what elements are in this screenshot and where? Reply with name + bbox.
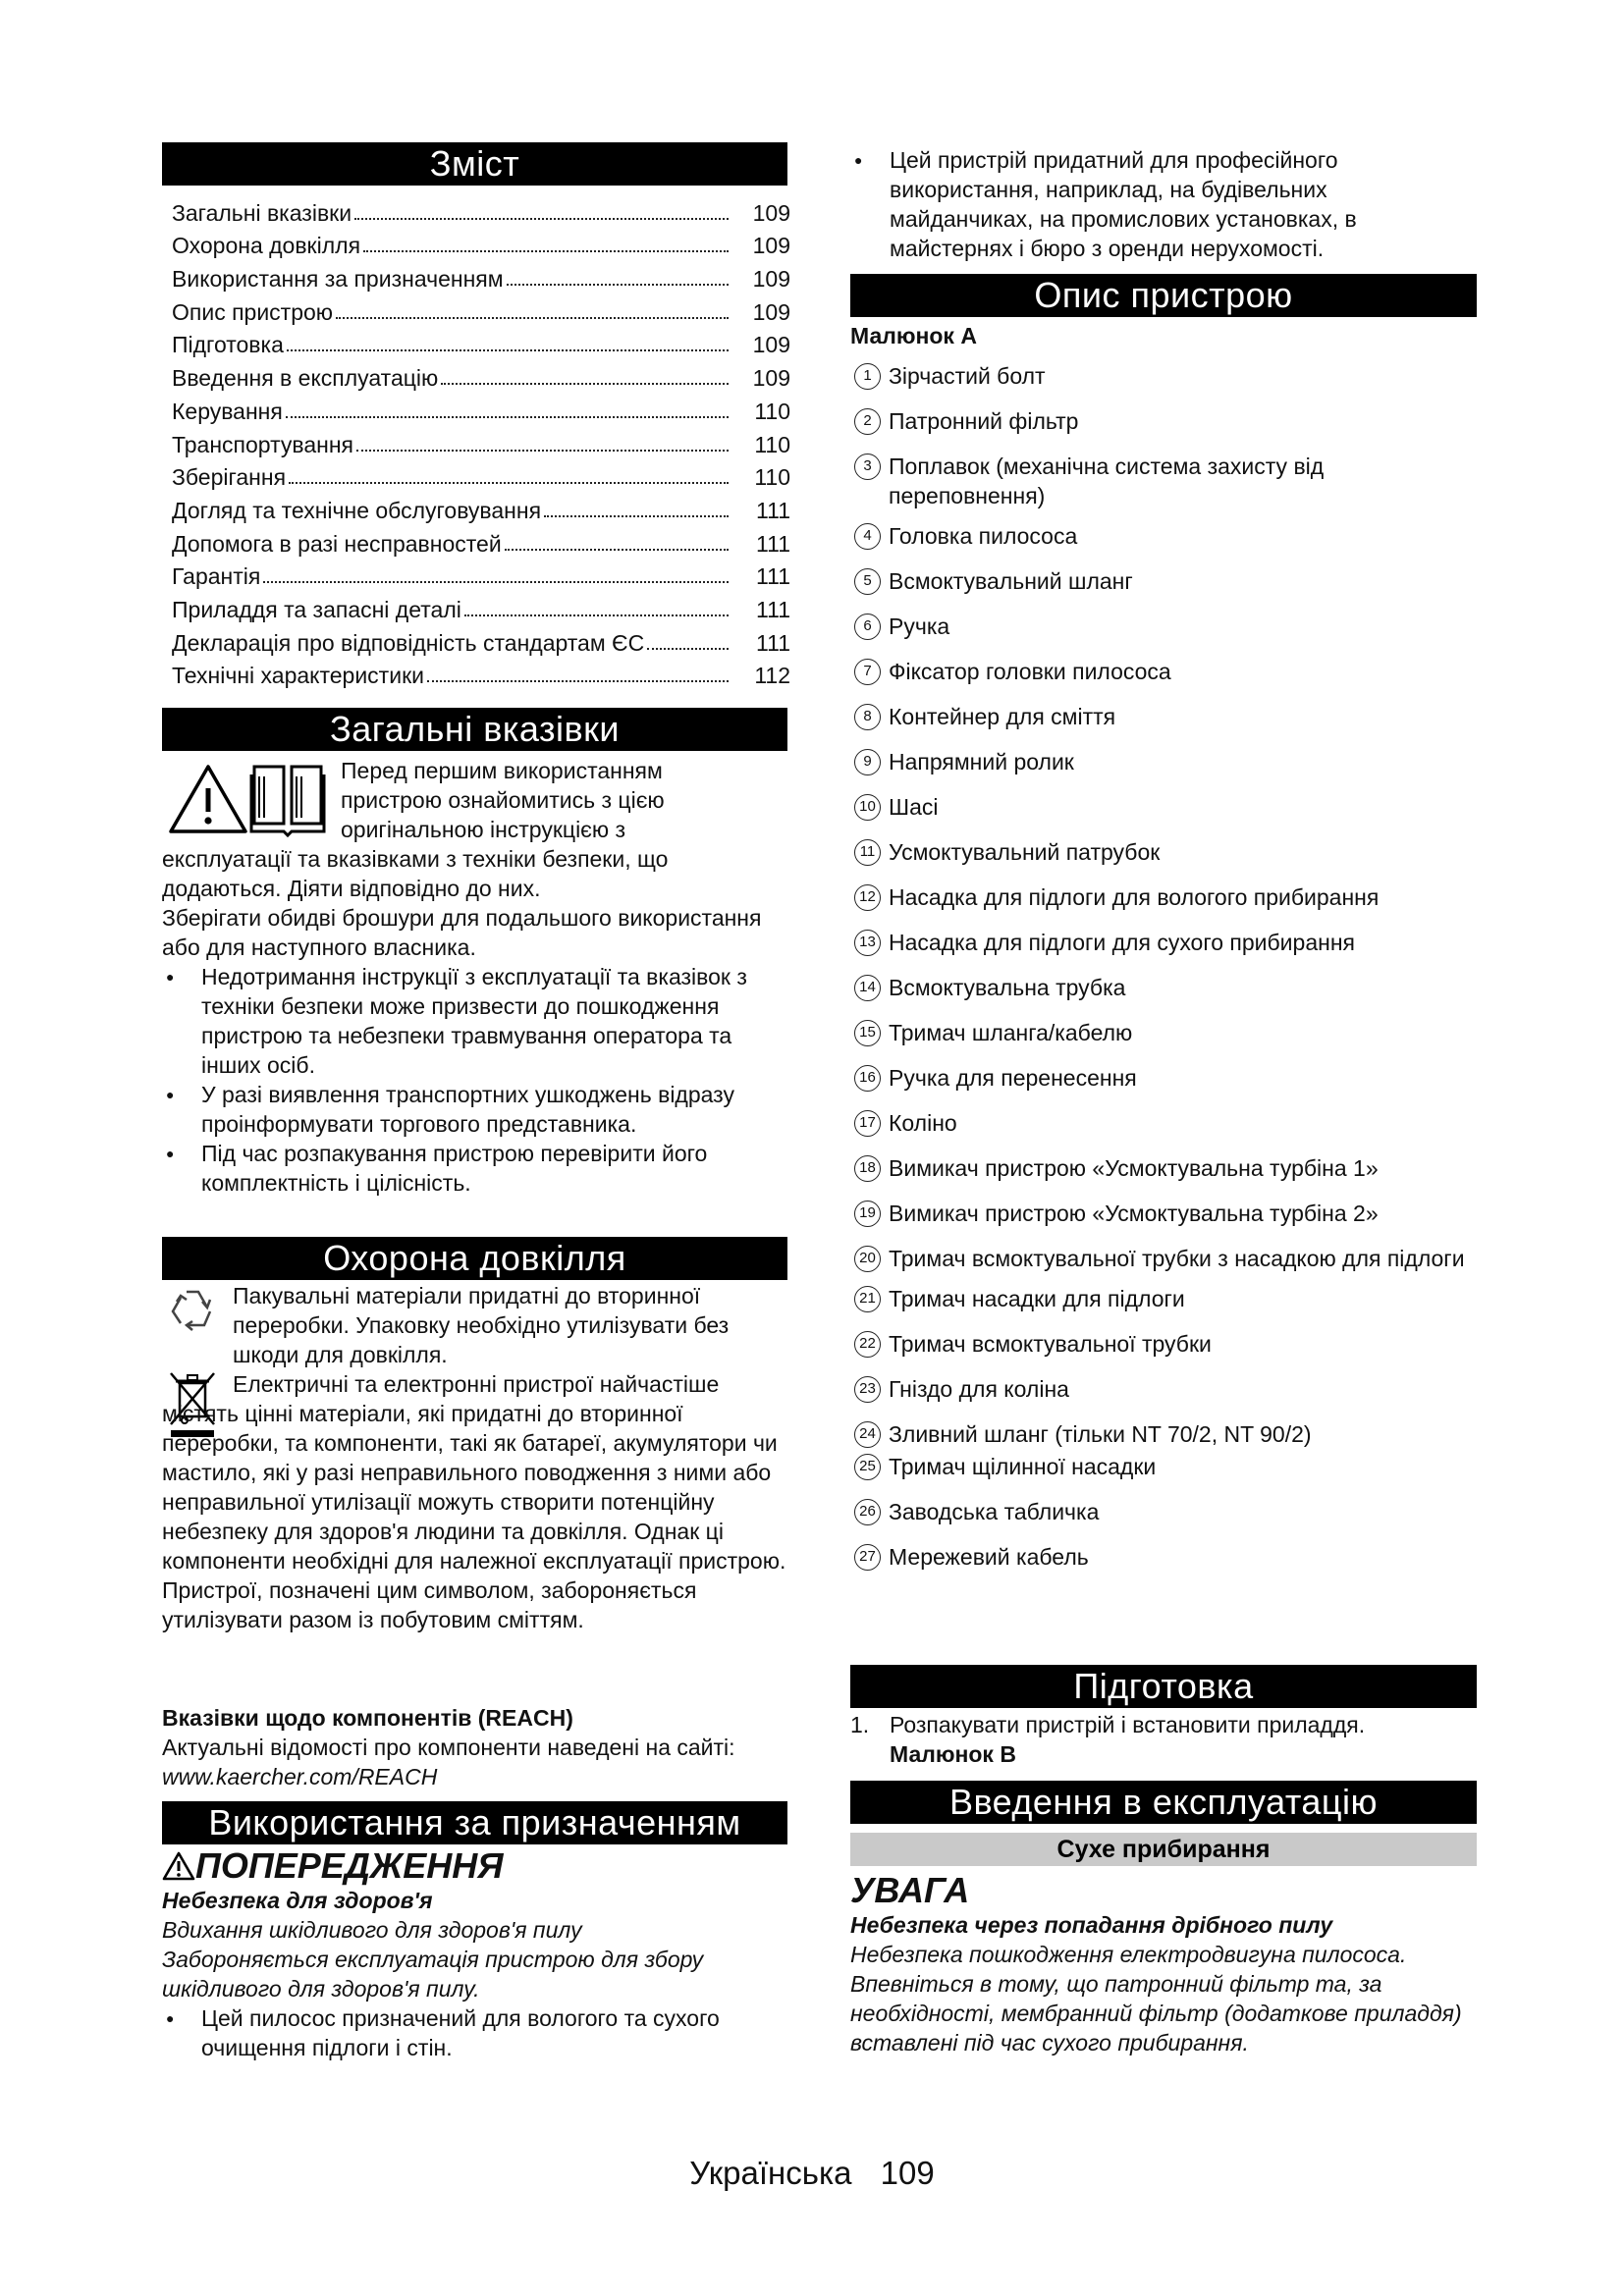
- warning-line: Вдихання шкідливого для здоров'я пилу: [162, 1917, 582, 1943]
- warning-title: ПОПЕРЕДЖЕННЯ: [195, 1845, 504, 1886]
- notice-title: УВАГА: [850, 1870, 970, 1910]
- intended-use-warning: [162, 1846, 787, 2062]
- professional-use-bullet: [850, 145, 1477, 263]
- part-item: [850, 1244, 1479, 1273]
- part-item: [850, 1018, 1479, 1047]
- toc-entry-title: Підготовка: [172, 332, 284, 358]
- part-label: Контейнер для сміття: [889, 704, 1116, 729]
- toc-leader-dots: [354, 218, 729, 220]
- general-bullet: ● Під час розпакування пристрою перевірити його комплектність і цілісність.: [162, 1139, 787, 1198]
- toc-entry-page: 111: [756, 596, 790, 622]
- part-number-badge: 6: [854, 614, 881, 640]
- part-number-badge: 19: [854, 1201, 881, 1227]
- reach-link[interactable]: www.kaercher.com/REACH: [162, 1764, 438, 1789]
- toc-entry[interactable]: [172, 590, 790, 623]
- toc-entry[interactable]: [172, 227, 790, 260]
- part-number-badge: 2: [854, 408, 881, 435]
- part-label: Тримач насадки для підлоги: [889, 1286, 1185, 1311]
- part-label: Зливний шланг (тільки NT 70/2, NT 90/2): [889, 1421, 1312, 1447]
- dry-cleaning-subtitle: Сухе прибирання: [850, 1833, 1477, 1866]
- reach-text: Актуальні відомості про компоненти наведені на сайті:: [162, 1735, 735, 1760]
- general-intro-lines: [341, 756, 787, 844]
- notice-subtitle: Небезпека через попадання дрібного пилу: [850, 1912, 1333, 1938]
- part-number-badge: 27: [854, 1544, 881, 1571]
- part-label: Всмоктувальна трубка: [889, 975, 1126, 1000]
- toc-entry[interactable]: [172, 358, 790, 392]
- part-label: Тримач всмоктувальної трубки з насадкою для підлоги: [889, 1246, 1465, 1271]
- warning-icon: [162, 1851, 195, 1881]
- warning-line: Забороняється експлуатація пристрою для збору шкідливого для здоров'я пилу.: [162, 1947, 704, 2002]
- toc-entry-title: Приладдя та запасні деталі: [172, 596, 461, 622]
- toc-entry-page: 109: [752, 332, 790, 358]
- general-keep-text: Зберігати обидві брошури для подальшого використання або для наступного власника.: [162, 905, 762, 960]
- toc-entry-title: Опис пристрою: [172, 298, 334, 325]
- part-label: Фіксатор головки пилососа: [889, 659, 1171, 684]
- step-text: Розпакувати пристрій і встановити приладдя.: [890, 1712, 1366, 1737]
- toc-entry-page: 109: [752, 365, 790, 392]
- part-label: Ручка: [889, 614, 950, 639]
- part-label: Заводська табличка: [889, 1499, 1100, 1524]
- intro-line: оригінальною інструкцією з: [341, 817, 626, 842]
- part-label: Тримач шланга/кабелю: [889, 1020, 1133, 1045]
- toc-entry-title: Гарантія: [172, 563, 261, 590]
- part-item: [850, 1374, 1479, 1404]
- toc-entry-page: 109: [752, 233, 790, 259]
- part-label: Усмоктувальний патрубок: [889, 839, 1161, 865]
- device-title: Опис пристрою: [850, 274, 1477, 317]
- toc-entry[interactable]: [172, 458, 790, 492]
- part-item: [850, 1419, 1479, 1449]
- part-label: Вимикач пристрою «Усмоктувальна турбіна 1»: [889, 1155, 1379, 1181]
- part-item: [850, 612, 1479, 641]
- toc-title: Зміст: [162, 142, 787, 186]
- toc-entry-title: Зберігання: [172, 464, 287, 491]
- general-title: Загальні вказівки: [162, 708, 787, 751]
- toc-entry[interactable]: [172, 657, 790, 690]
- toc-leader-dots: [287, 349, 729, 351]
- toc-entry[interactable]: [172, 326, 790, 359]
- toc-entry[interactable]: [172, 623, 790, 657]
- page-number: 109: [880, 2155, 935, 2191]
- toc-entry-page: 111: [756, 629, 790, 656]
- use-bullet: ● Цей пристрій придатний для професійного використання, наприклад, на будівельних майданчиках, на промислових установках, в майстернях і бюро з оренди нерухомості.: [850, 145, 1477, 263]
- toc-entry-title: Охорона довкілля: [172, 233, 361, 259]
- general-intro-rest: експлуатації та вказівками з техніки безпеки, що додаються. Діяти відповідно до них.: [162, 846, 669, 901]
- part-label: Патронний фільтр: [889, 408, 1079, 434]
- electrical-text: Електричні та електронні пристрої найчастіше містять цінні матеріали, які придатні до вторинної переробки, та компоненти, такі як батареї, акумулятори чи мастило, які у разі неправильного поводження з ними або неправильної утилізації можуть створити потенційну небезпеку для здоров'я людини та довкілля. Однак ці компоненти необхідні для належної експлуатації пристрою. Пристрої, позначені цим символом, забороняється утилізувати разом із побутовим сміттям.: [162, 1371, 786, 1632]
- toc-leader-dots: [505, 549, 729, 551]
- part-item: [850, 1452, 1479, 1481]
- part-number-badge: 25: [854, 1454, 881, 1480]
- toc-entry-title: Загальні вказівки: [172, 199, 352, 226]
- part-number-badge: 9: [854, 749, 881, 775]
- toc-leader-dots: [544, 515, 729, 517]
- part-number-badge: 14: [854, 975, 881, 1001]
- part-number-badge: 16: [854, 1065, 881, 1092]
- part-item: [850, 702, 1479, 731]
- part-item: [850, 657, 1479, 686]
- part-label: Тримач щілинної насадки: [889, 1454, 1157, 1479]
- env-electrical-text: [162, 1369, 787, 1634]
- toc-entry[interactable]: [172, 425, 790, 458]
- toc-entry-page: 110: [754, 431, 790, 457]
- part-item: [850, 973, 1479, 1002]
- toc-entry-title: Технічні характеристики: [172, 663, 424, 689]
- part-item: [850, 1108, 1479, 1138]
- toc-entry-title: Декларація про відповідність стандартам ЄС: [172, 629, 645, 656]
- part-item: [850, 1153, 1479, 1183]
- toc-entry-page: 112: [754, 663, 790, 689]
- part-item: [850, 1329, 1479, 1359]
- part-item: [850, 521, 1479, 551]
- part-number-badge: 13: [854, 930, 881, 956]
- toc-leader-dots: [427, 680, 729, 682]
- toc-entry[interactable]: [172, 491, 790, 524]
- parts-list: [850, 361, 1479, 1587]
- toc-leader-dots: [356, 450, 729, 452]
- part-item: [850, 837, 1479, 867]
- part-number-badge: 17: [854, 1110, 881, 1137]
- warning-triangle-icon: [167, 761, 250, 839]
- part-number-badge: 23: [854, 1376, 881, 1403]
- toc-entry-page: 111: [756, 530, 790, 557]
- part-number-badge: 26: [854, 1499, 881, 1525]
- toc-leader-dots: [507, 284, 729, 286]
- toc-entry[interactable]: [172, 193, 790, 227]
- toc-entry-page: 110: [754, 398, 790, 424]
- part-label: Насадка для підлоги для вологого прибирання: [889, 884, 1380, 910]
- toc-leader-dots: [363, 250, 729, 252]
- part-item: [850, 792, 1479, 822]
- part-label: Поплавок (механічна система захисту від переповнення): [889, 454, 1325, 508]
- toc-entry-page: 111: [756, 497, 790, 523]
- notice-text: Впевніться в тому, що патронний фільтр та, за необхідності, мембранний фільтр (додаткове приладдя) вставлені під час сухого прибирання.: [850, 1971, 1462, 2056]
- recycling-icon: [167, 1286, 218, 1335]
- part-item: [850, 1284, 1479, 1313]
- part-number-badge: 11: [854, 839, 881, 866]
- commissioning-title: Введення в експлуатацію: [850, 1781, 1477, 1824]
- part-number-badge: 5: [854, 568, 881, 595]
- use-bullet: ● Цей пилосос призначений для вологого та сухого очищення підлоги і стін.: [162, 2003, 787, 2062]
- part-label: Ручка для перенесення: [889, 1065, 1137, 1091]
- toc-entry[interactable]: [172, 293, 790, 326]
- part-label: Коліно: [889, 1110, 957, 1136]
- part-label: Вимикач пристрою «Усмоктувальна турбіна 2»: [889, 1201, 1379, 1226]
- part-item: [850, 361, 1479, 391]
- footer-language: Українська: [689, 2155, 852, 2191]
- commissioning-notice: [850, 1871, 1477, 2057]
- part-label: Головка пилососа: [889, 523, 1078, 549]
- part-number-badge: 12: [854, 884, 881, 911]
- toc-entry-title: Введення в експлуатацію: [172, 365, 439, 392]
- part-label: Шасі: [889, 794, 939, 820]
- toc-entry-page: 109: [752, 266, 790, 293]
- manual-book-icon: [248, 761, 327, 837]
- part-number-badge: 8: [854, 704, 881, 730]
- toc-entry[interactable]: [172, 259, 790, 293]
- toc-entry-title: Догляд та технічне обслуговування: [172, 497, 542, 523]
- toc-entry-page: 109: [752, 298, 790, 325]
- toc-entry-title: Керування: [172, 398, 283, 424]
- part-label: Напрямний ролик: [889, 749, 1074, 774]
- part-label: Насадка для підлоги для сухого прибирання: [889, 930, 1355, 955]
- reach-title: Вказівки щодо компонентів (REACH): [162, 1705, 573, 1731]
- part-item: [850, 452, 1479, 510]
- toc-entry[interactable]: [172, 392, 790, 425]
- part-number-badge: 10: [854, 794, 881, 821]
- part-item: [850, 1063, 1479, 1093]
- toc-leader-dots: [464, 614, 729, 616]
- page-footer: [0, 2155, 1624, 2192]
- part-label: Гніздо для коліна: [889, 1376, 1069, 1402]
- packaging-text: Пакувальні матеріали придатні до вторинної переробки. Упаковку необхідно утилізувати без шкоди для довкілля.: [233, 1283, 730, 1367]
- toc-entry-page: 110: [754, 464, 790, 491]
- env-packaging-text: [233, 1281, 788, 1369]
- general-body: [162, 844, 787, 1198]
- part-item: [850, 1199, 1479, 1228]
- part-item: [850, 566, 1479, 596]
- toc-entry-title: Транспортування: [172, 431, 353, 457]
- part-label: Мережевий кабель: [889, 1544, 1089, 1570]
- notice-text: Небезпека пошкодження електродвигуна пилососа.: [850, 1942, 1407, 1967]
- figure-a-label: [850, 321, 1145, 350]
- toc-leader-dots: [441, 383, 729, 385]
- part-item: [850, 882, 1479, 912]
- toc-leader-dots: [336, 317, 729, 319]
- toc-leader-dots: [263, 581, 729, 583]
- toc-entry[interactable]: [172, 558, 790, 591]
- figure-label: Малюнок A: [850, 323, 977, 348]
- part-number-badge: 18: [854, 1155, 881, 1182]
- part-number-badge: 4: [854, 523, 881, 550]
- toc-entry-title: Допомога в разі несправностей: [172, 530, 502, 557]
- general-bullet: ● Недотримання інструкції з експлуатації та вказівок з техніки безпеки може призвести до пошкодження пристрою та небезпеки травмування оператора та інших осіб.: [162, 962, 787, 1080]
- preparation-step: [850, 1710, 1477, 1769]
- part-number-badge: 15: [854, 1020, 881, 1046]
- part-number-badge: 7: [854, 659, 881, 685]
- part-number-badge: 21: [854, 1286, 881, 1312]
- part-label: Зірчастий болт: [889, 363, 1046, 389]
- part-label: Тримач всмоктувальної трубки: [889, 1331, 1212, 1357]
- preparation-title: Підготовка: [850, 1665, 1477, 1708]
- intro-line: пристрою ознайомитись з цією: [341, 787, 665, 813]
- toc-entry-page: 111: [756, 563, 790, 590]
- part-number-badge: 22: [854, 1331, 881, 1358]
- part-item: [850, 1542, 1479, 1572]
- reach-block: [162, 1703, 787, 1791]
- toc-leader-dots: [286, 416, 729, 418]
- step-number: 1.: [850, 1712, 870, 1737]
- intro-line: Перед першим використанням: [341, 758, 663, 783]
- part-item: [850, 747, 1479, 776]
- toc-list: [172, 193, 790, 689]
- part-item: [850, 1497, 1479, 1526]
- warning-subtitle: Небезпека для здоров'я: [162, 1888, 433, 1913]
- part-number-badge: 20: [854, 1246, 881, 1272]
- part-label: Всмоктувальний шланг: [889, 568, 1133, 594]
- figure-b-label: Малюнок B: [890, 1741, 1016, 1767]
- part-number-badge: 3: [854, 454, 881, 480]
- toc-entry-page: 109: [752, 199, 790, 226]
- part-number-badge: 24: [854, 1421, 881, 1448]
- environment-title: Охорона довкілля: [162, 1237, 787, 1280]
- toc-entry-title: Використання за призначенням: [172, 266, 504, 293]
- part-item: [850, 406, 1479, 436]
- part-item: [850, 928, 1479, 957]
- part-number-badge: 1: [854, 363, 881, 390]
- toc-leader-dots: [289, 482, 729, 484]
- general-bullet: ● У разі виявлення транспортних ушкоджень відразу проінформувати торгового представника.: [162, 1080, 787, 1139]
- intended-use-title: Використання за призначенням: [162, 1801, 787, 1844]
- toc-leader-dots: [647, 648, 729, 650]
- toc-entry[interactable]: [172, 524, 790, 558]
